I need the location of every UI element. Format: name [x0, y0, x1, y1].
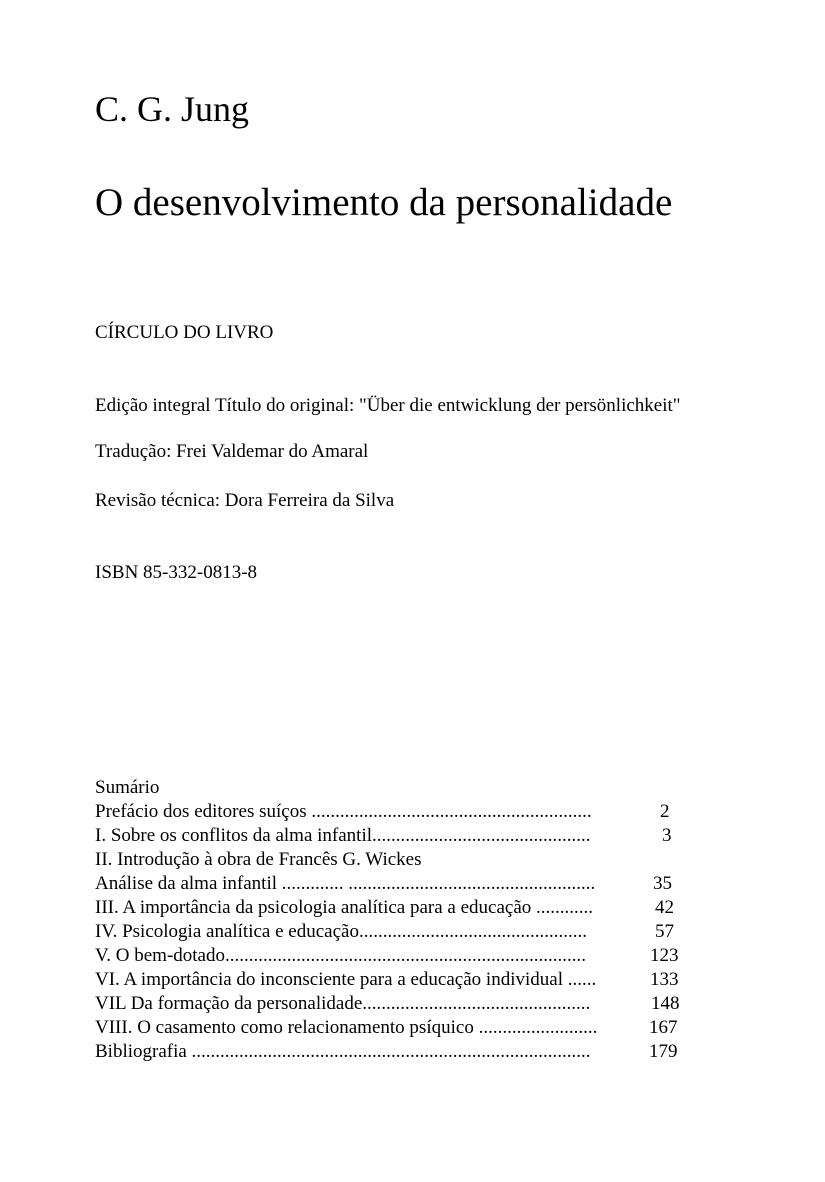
toc-entry — [95, 992, 695, 1016]
toc-entry — [95, 872, 695, 896]
author-name: C. G. Jung — [95, 89, 250, 129]
toc-entry — [95, 968, 695, 992]
toc-entry — [95, 1040, 695, 1064]
toc-entry-title: II. Introdução à obra de Francês G. Wickes — [95, 849, 422, 870]
toc-entry — [95, 1016, 695, 1040]
toc-entry — [95, 824, 695, 848]
toc-entry — [95, 920, 695, 944]
toc-entry-title: VI. A importância do inconsciente para a educação individual ...... — [95, 969, 597, 990]
toc-entry — [95, 800, 695, 824]
revision-credit: Revisão técnica: Dora Ferreira da Silva — [95, 490, 395, 511]
toc-entry-page: 133 — [650, 969, 679, 990]
toc-entry — [95, 896, 695, 920]
toc-entry-page: 35 — [653, 873, 672, 894]
book-title: O desenvolvimento da personalidade — [95, 181, 673, 224]
toc-entry-page: 57 — [655, 921, 674, 942]
toc-entry-page: 2 — [660, 801, 670, 822]
toc-entry — [95, 944, 695, 968]
toc-entry — [95, 848, 695, 872]
toc-entry-page: 3 — [662, 825, 672, 846]
toc-entry-page: 42 — [655, 897, 674, 918]
toc-entry-title: VIII. O casamento como relacionamento psíquico ......................... — [95, 1017, 598, 1038]
toc-heading: Sumário — [95, 777, 160, 798]
toc-entry-title: VIL Da formação da personalidade................................................ — [95, 993, 591, 1014]
publisher: CÍRCULO DO LIVRO — [95, 322, 274, 343]
isbn: ISBN 85-332-0813-8 — [95, 562, 258, 583]
edition-note: Edição integral Título do original: "Über die entwicklung der persönlichkeit" — [95, 395, 681, 416]
translation-credit: Tradução: Frei Valdemar do Amaral — [95, 441, 369, 462]
toc-entry-title: V. O bem-dotado............................................................................ — [95, 945, 586, 966]
toc-entry-page: 167 — [649, 1017, 678, 1038]
toc-entry-title: Bibliografia .................................................................................... — [95, 1041, 591, 1062]
toc-entry-page: 148 — [651, 993, 680, 1014]
toc-entry-page: 123 — [650, 945, 679, 966]
toc-entry-title: IV. Psicologia analítica e educação................................................ — [95, 921, 587, 942]
toc-entry-title: Prefácio dos editores suíços ........................................................... — [95, 801, 592, 822]
toc-entry-title: Análise da alma infantil ............. .................................................... — [95, 873, 596, 894]
toc-entry-title: I. Sobre os conflitos da alma infantil.............................................. — [95, 825, 591, 846]
toc-entry-page: 179 — [649, 1041, 678, 1062]
table-of-contents — [95, 776, 695, 1064]
toc-entry-title: III. A importância da psicologia analítica para a educação ............ — [95, 897, 594, 918]
